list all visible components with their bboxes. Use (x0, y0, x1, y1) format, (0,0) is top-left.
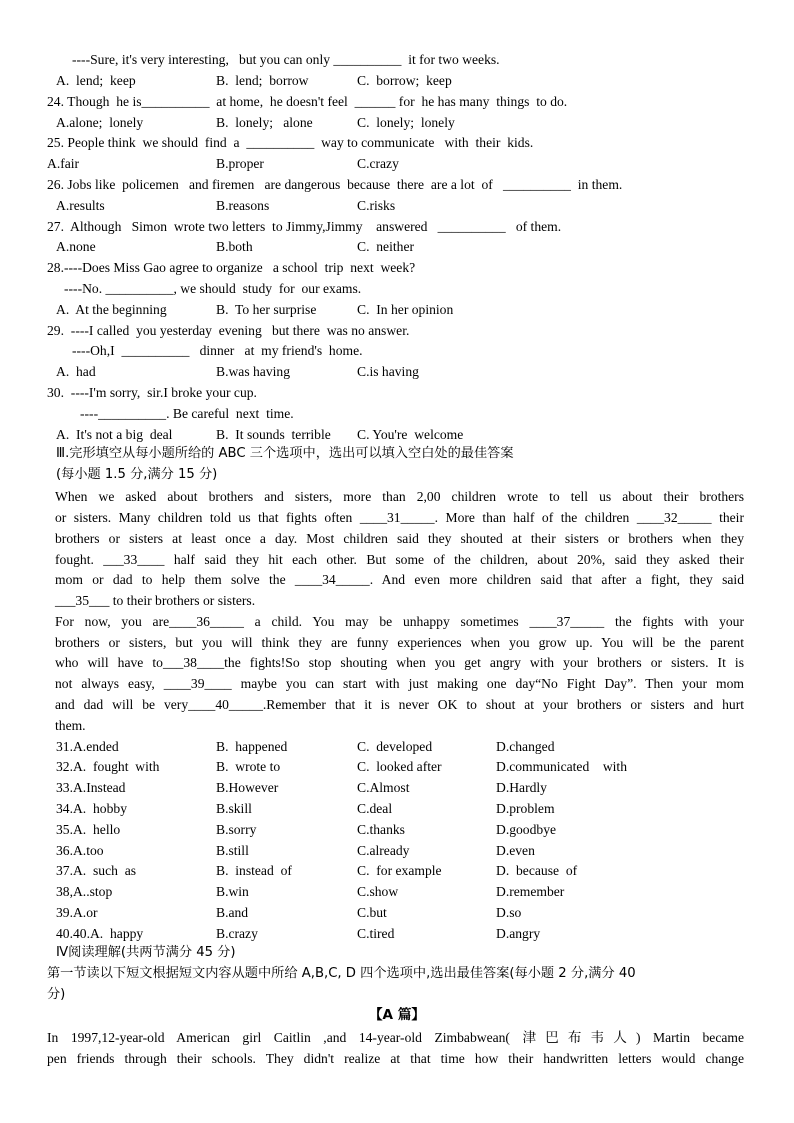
option-36-a: 36.A.too (56, 843, 104, 858)
option-40-d: D.angry (496, 926, 541, 941)
q24-option-a: A.alone; lonely (56, 115, 144, 130)
cloze-p2-line1: For now, you are____36_____ a child. You may be unhappy sometimes ____37_____ the fights with your (55, 614, 744, 629)
section4-part1-instructions-cont: 分) (47, 987, 66, 1002)
option-35-d: D.goodbye (496, 822, 557, 837)
option-37-c: C. for example (357, 863, 442, 878)
q28-stem: 28.----Does Miss Gao agree to organize a school trip next week? (47, 260, 416, 275)
q26-option-a: A.results (56, 198, 105, 213)
q28-stem-reply: ----No. __________, we should study for our exams. (64, 281, 362, 296)
option-38-a: 38,A..stop (56, 884, 113, 899)
cloze-p2-line4: not always easy, ____39____ maybe you can start with just making one day“No Fight Day”. Then your mom (55, 676, 744, 691)
option-31-a: 31.A.ended (56, 739, 119, 754)
q25-option-c: C.crazy (357, 156, 399, 171)
option-32-c: C. looked after (357, 759, 442, 774)
q27-option-a: A.none (56, 239, 96, 254)
q24-option-b: B. lonely; alone (216, 115, 313, 130)
q25-option-b: B.proper (216, 156, 264, 171)
option-33-c: C.Almost (357, 780, 410, 795)
option-32-d: D.communicated with (496, 759, 627, 774)
passage-a-line1: In 1997,12-year-old American girl Caitlin ,and 14-year-old Zimbabwean( 津巴布韦人) Martin became (47, 1030, 744, 1045)
cloze-p1-line6: ___35___ to their brothers or sisters. (55, 593, 256, 608)
option-35-b: B.sorry (216, 822, 257, 837)
q29-option-c: C.is having (357, 364, 419, 379)
q27-option-c: C. neither (357, 239, 415, 254)
cloze-p1-line1: When we asked about brothers and sisters, more than 2,00 children wrote to tell us about their brothers (55, 489, 744, 504)
q27-option-b: B.both (216, 239, 253, 254)
cloze-p2-line5: and dad will be very____40_____.Remember that it is never OK to shout at your brothers or sisters and hurt (55, 697, 744, 712)
cloze-p1-line4: fought. ___33____ half said they hit each other. But some of the children, about 20%, said they asked their (55, 552, 744, 567)
q26-option-b: B.reasons (216, 198, 270, 213)
option-37-b: B. instead of (216, 863, 292, 878)
option-38-d: D.remember (496, 884, 565, 899)
option-37-d: D. because of (496, 863, 578, 878)
option-39-c: C.but (357, 905, 387, 920)
option-36-d: D.even (496, 843, 535, 858)
option-33-a: 33.A.Instead (56, 780, 126, 795)
q28-option-a: A. At the beginning (56, 302, 167, 317)
option-33-b: B.However (216, 780, 279, 795)
cloze-p1-line5: mom or dad to help them solve the ____34_____. And even more children said that after a fight, they said (55, 572, 744, 587)
option-34-b: B.skill (216, 801, 252, 816)
q30-option-c: C. You're welcome (357, 427, 464, 442)
q30-stem-reply: ----__________. Be careful next time. (80, 406, 294, 421)
option-34-c: C.deal (357, 801, 393, 816)
option-32-a: 32.A. fought with (56, 759, 160, 774)
q29-option-a: A. had (56, 364, 96, 379)
option-39-a: 39.A.or (56, 905, 98, 920)
option-33-d: D.Hardly (496, 780, 547, 795)
q26-stem: 26. Jobs like policemen and firemen are dangerous because there are a lot of __________ in them. (47, 177, 623, 192)
cloze-p2-line6: them. (55, 718, 86, 733)
option-34-d: D.problem (496, 801, 555, 816)
option-36-b: B.still (216, 843, 249, 858)
cloze-p1-line3: brothers or sisters at least once a day. Most children said they shouted at their sisters or brothers when they (55, 531, 744, 546)
option-40-c: C.tired (357, 926, 395, 941)
q30-option-a: A. It's not a big deal (56, 427, 173, 442)
option-31-b: B. happened (216, 739, 288, 754)
passage-title: 【A 篇】 (368, 1007, 426, 1023)
option-39-b: B.and (216, 905, 249, 920)
q25-option-a: A.fair (47, 156, 80, 171)
cloze-p2-line2: brothers or sisters, but you will think they are funny experiences when you grow up. You will be the parent (55, 635, 744, 650)
section3-subheading: (每小题 1.5 分,满分 15 分) (56, 467, 218, 482)
section4-heading: Ⅳ阅读理解(共两节满分 45 分) (56, 945, 236, 960)
q24-stem: 24. Though he is__________ at home, he doesn't feel ______ for he has many things to do. (47, 94, 568, 109)
q25-stem: 25. People think we should find a __________ way to communicate with their kids. (47, 135, 534, 150)
q29-stem: 29. ----I called you yesterday evening but there was no answer. (47, 323, 410, 338)
option-40-b: B.crazy (216, 926, 258, 941)
option-31-c: C. developed (357, 739, 433, 754)
option-35-a: 35.A. hello (56, 822, 121, 837)
q28-option-c: C. In her opinion (357, 302, 454, 317)
option-35-c: C.thanks (357, 822, 405, 837)
cloze-p2-line3: who will have to___38____the fights!So stop shouting when you get angry with your brothers or sisters. It is (55, 655, 744, 670)
option-39-d: D.so (496, 905, 522, 920)
option-40-a: 40.40.A. happy (56, 926, 144, 941)
option-38-b: B.win (216, 884, 249, 899)
q30-stem: 30. ----I'm sorry, sir.I broke your cup. (47, 385, 257, 400)
q24-option-c: C. lonely; lonely (357, 115, 455, 130)
q27-stem: 27. Although Simon wrote two letters to Jimmy,Jimmy answered __________ of them. (47, 219, 562, 234)
option-31-d: D.changed (496, 739, 555, 754)
option-32-b: B. wrote to (216, 759, 281, 774)
option-34-a: 34.A. hobby (56, 801, 127, 816)
q23-option-c: C. borrow; keep (357, 73, 452, 88)
section3-heading: Ⅲ.完形填空从每小题所给的 ABC 三个选项中，选出可以填入空白处的最佳答案 (56, 446, 514, 461)
option-38-c: C.show (357, 884, 399, 899)
q30-option-b: B. It sounds terrible (216, 427, 331, 442)
q29-stem-reply: ----Oh,I __________ dinner at my friend's home. (72, 343, 363, 358)
q23-option-b: B. lend; borrow (216, 73, 309, 88)
section4-part1-instructions: 第一节读以下短文根据短文内容从题中所给 A,B,C, D 四个选项中,选出最佳答案(每小题 2 分,满分 40 (47, 966, 636, 981)
q23-stem: ----Sure, it's very interesting, but you can only __________ it for two weeks. (72, 52, 500, 67)
q28-option-b: B. To her surprise (216, 302, 317, 317)
passage-a-line2: pen friends through their schools. They didn't realize at that time how their handwritten letters would change (47, 1051, 744, 1066)
q29-option-b: B.was having (216, 364, 291, 379)
q23-option-a: A. lend; keep (56, 73, 136, 88)
option-37-a: 37.A. such as (56, 863, 137, 878)
cloze-p1-line2: or sisters. Many children told us that fights often ____31_____. More than half of the children ____32_____ their (55, 510, 744, 525)
option-36-c: C.already (357, 843, 410, 858)
q26-option-c: C.risks (357, 198, 396, 213)
